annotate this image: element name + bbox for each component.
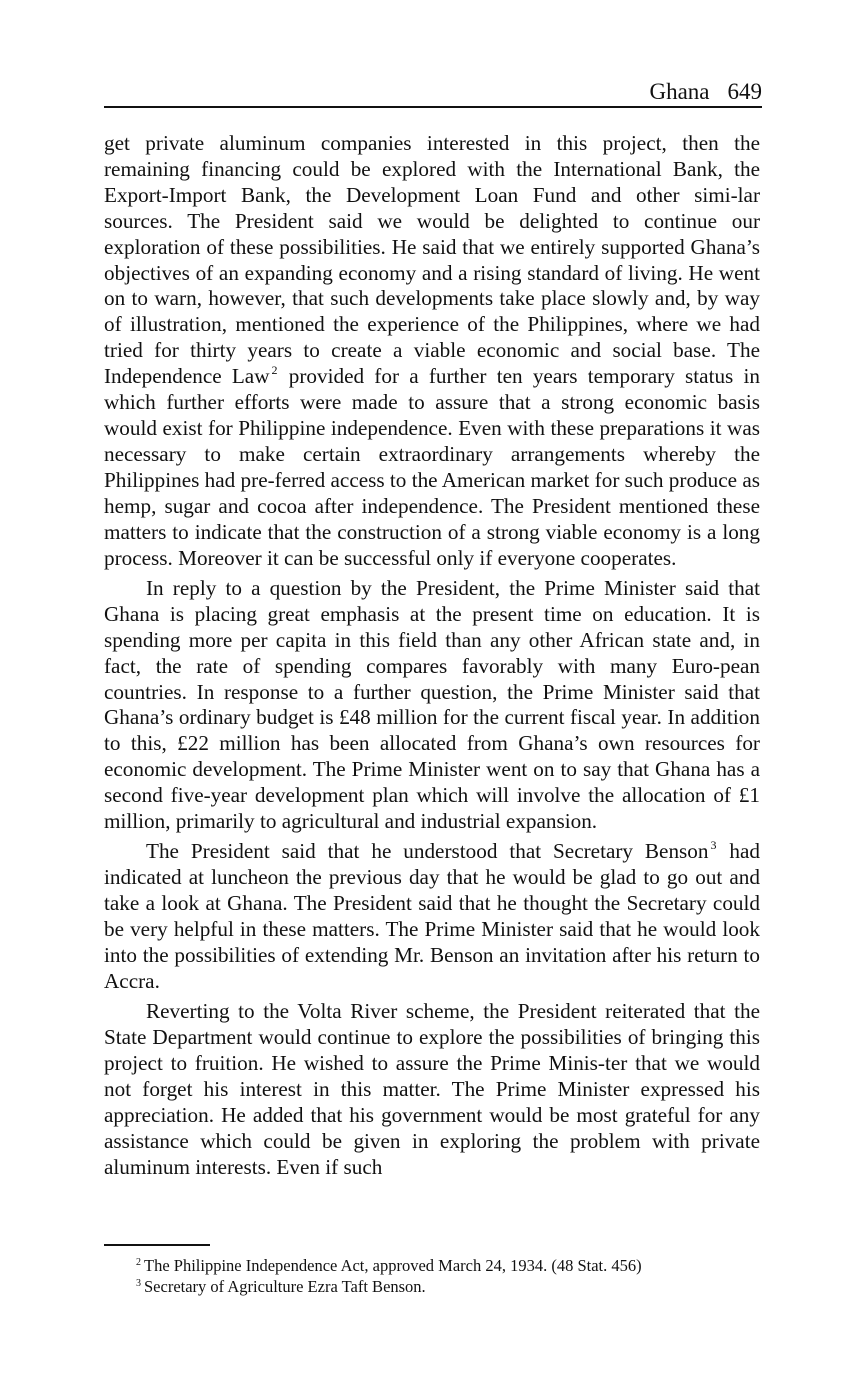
- footnote-ref-2[interactable]: 2: [271, 363, 278, 378]
- page-number: 649: [727, 79, 762, 104]
- paragraph-3: [104, 839, 760, 994]
- footnote-2-mark: 2: [136, 1257, 141, 1268]
- footnote-divider: [104, 1244, 210, 1246]
- footnote-3-mark: 3: [136, 1278, 141, 1289]
- footnote-3: [136, 1276, 756, 1297]
- running-header: [104, 78, 762, 108]
- paragraph-3-continuation: had indicated at luncheon the previous day that he would be glad to go out and take a look at Ghana. The President said that he thought the Secretary could be very helpful in these matters. The Prime Minister said that he would look into the possibilities of extending Mr. Benson an invitation after his return to Accra.: [104, 839, 761, 993]
- paragraph-1-continuation: provided for a further ten years temporary status in which further efforts were made to assure that a strong economic basis would exist for Philippine independence. Even with these preparations it was necessary to make certain extraordinary arrangements whereby the Philippines had pre-ferred access to the American market for such produce as hemp, sugar and cocoa after independence. The President mentioned these matters to indicate that the construction of a strong viable economy is a long process. Moreover it can be successful only if everyone cooperates.: [104, 364, 761, 570]
- running-header-title: Ghana: [649, 79, 710, 104]
- paragraph-1: [104, 131, 760, 571]
- paragraph-4: Reverting to the Volta River scheme, the President reiterated that the State Department would continue to explore the possibilities of bringing this project to fruition. He wished to assure the Prime Minis-ter that we would not forget his interest in this matter. The Prime Minister expressed his appreciation. He added that his government would be most grateful for any assistance which could be given in exploring the problem with private aluminum interests. Even if such: [104, 999, 760, 1179]
- footnote-ref-3[interactable]: 3: [710, 838, 717, 853]
- paragraph-2: In reply to a question by the President, the Prime Minister said that Ghana is placing great emphasis at the present time on education. It is spending more per capita in this field than any other African state and, in fact, the rate of spending compares favorably with many Euro-pean countries. In response to a further question, the Prime Minister said that Ghana’s ordinary budget is £48 million for the current fiscal year. In addition to this, £22 million has been allocated from Ghana’s own resources for economic development. The Prime Minister went on to say that Ghana has a second five-year development plan which will involve the allocation of £1 million, primarily to agricultural and industrial expansion.: [104, 575, 760, 834]
- footnote-2-text: The Philippine Independence Act, approved March 24, 1934. (48 Stat. 456): [144, 1256, 642, 1275]
- paragraph-1-text: get private aluminum companies interested in this project, then the remaining financing could be explored with the International Bank, the Export-Import Bank, the Development Loan Fund and other simi-lar sources. The President said we would be delighted to continue our exploration of these possibilities. He said that we entirely supported Ghana’s objectives of an expanding economy and a rising standard of living. He went on to warn, however, that such developments take place slowly and, by way of illustration, mentioned the experience of the Philippines, where we had tried for thirty years to create a viable economic and social base. The Independence Law: [104, 131, 760, 389]
- footnote-3-text: Secretary of Agriculture Ezra Taft Benson.: [144, 1277, 426, 1296]
- body-text: [104, 131, 760, 1185]
- footnote-2: [136, 1255, 756, 1276]
- footnotes: [136, 1255, 756, 1297]
- paragraph-3-text: The President said that he understood that Secretary Benson: [146, 839, 709, 864]
